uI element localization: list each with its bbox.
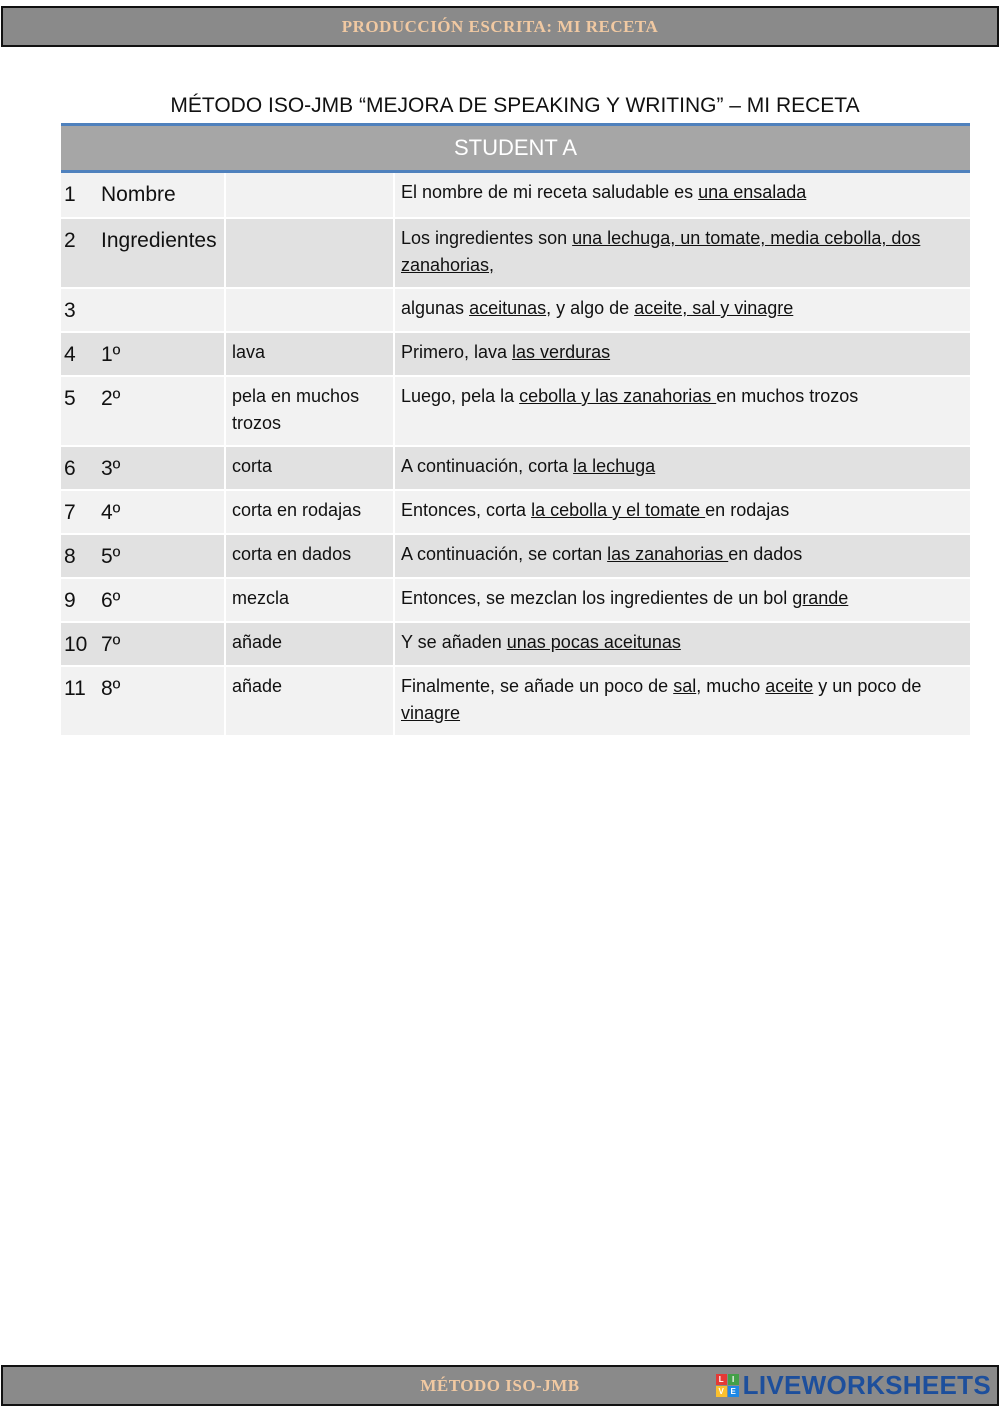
- answer-blank[interactable]: aceite, sal y vinagre: [634, 298, 794, 318]
- table-row: [61, 535, 970, 579]
- header-bar: [1, 6, 999, 47]
- row-verb: añade: [226, 623, 395, 665]
- sentence-text: , y algo de: [546, 298, 635, 318]
- sentence-text: A continuación, corta: [401, 456, 574, 476]
- row-number: 1: [64, 183, 76, 206]
- table-row: [61, 173, 970, 219]
- row-label: 7º: [95, 623, 226, 665]
- row-label: 2º: [95, 377, 226, 445]
- row-label: 4º: [95, 491, 226, 533]
- sentence-text: A continuación, se cortan: [401, 544, 608, 564]
- row-number: 3: [64, 299, 76, 322]
- row-label: Nombre: [95, 173, 226, 217]
- row-verb: [226, 289, 395, 331]
- answer-blank[interactable]: la lechuga: [573, 456, 656, 476]
- row-label: 6º: [95, 579, 226, 621]
- sentence-text: Los ingredientes son: [401, 228, 573, 248]
- recipe-table: [61, 123, 970, 737]
- answer-blank[interactable]: sal: [673, 676, 697, 696]
- liveworksheets-logo[interactable]: [716, 1370, 991, 1401]
- answer-blank[interactable]: vinagre: [401, 703, 461, 723]
- table-row: [61, 579, 970, 623]
- table-row: [61, 667, 970, 737]
- answer-blank[interactable]: grande: [792, 588, 849, 608]
- sentence-text: Entonces, corta: [401, 500, 532, 520]
- table-row: [61, 623, 970, 667]
- row-label: 3º: [95, 447, 226, 489]
- answer-blank[interactable]: aceitunas: [469, 298, 547, 318]
- row-sentence: [395, 623, 970, 665]
- sentence-text: , mucho: [696, 676, 766, 696]
- row-sentence: [395, 535, 970, 577]
- row-number: 9: [64, 589, 76, 612]
- recipe-rows: [61, 173, 970, 737]
- row-number: 4: [64, 343, 76, 366]
- row-label: 8º: [95, 667, 226, 735]
- footer-bar: [1, 1365, 999, 1406]
- row-verb: mezcla: [226, 579, 395, 621]
- sentence-text: y un poco de: [813, 676, 922, 696]
- row-label: 1º: [95, 333, 226, 375]
- row-verb: lava: [226, 333, 395, 375]
- sentence-text: en rodajas: [705, 500, 790, 520]
- row-verb: añade: [226, 667, 395, 735]
- table-row: [61, 289, 970, 333]
- header-title: PRODUCCIÓN ESCRITA: MI RECETA: [341, 16, 659, 36]
- answer-blank[interactable]: las verduras: [512, 342, 611, 362]
- row-verb: [226, 173, 395, 217]
- row-verb: pela en muchos trozos: [226, 377, 395, 445]
- row-number: 8: [64, 545, 76, 568]
- table-row: [61, 377, 970, 447]
- sentence-text: Entonces, se mezclan los ingredientes de un bol: [401, 588, 793, 608]
- row-verb: [226, 219, 395, 287]
- answer-blank[interactable]: una ensalada: [698, 182, 807, 202]
- logo-square: L: [716, 1374, 727, 1385]
- row-label: Ingredientes: [95, 219, 226, 287]
- row-sentence: [395, 333, 970, 375]
- row-verb: corta: [226, 447, 395, 489]
- table-row: [61, 447, 970, 491]
- logo-text: LIVEWORKSHEETS: [742, 1370, 991, 1400]
- logo-square: E: [728, 1386, 739, 1397]
- sentence-text: Luego, pela la: [401, 386, 520, 406]
- student-label: STUDENT A: [61, 123, 970, 173]
- footer-text: MÉTODO ISO-JMB: [420, 1376, 580, 1395]
- row-number: 5: [64, 387, 76, 410]
- sentence-text: Finalmente, se añade un poco de: [401, 676, 674, 696]
- answer-blank[interactable]: unas pocas aceitunas: [506, 632, 681, 652]
- sentence-text: Y se añaden: [401, 632, 507, 652]
- row-verb: corta en dados: [226, 535, 395, 577]
- answer-blank[interactable]: cebolla y las zanahorias: [519, 386, 717, 406]
- sentence-text: en muchos trozos: [716, 386, 859, 406]
- document-title: MÉTODO ISO-JMB “MEJORA DE SPEAKING Y WRITING” – MI RECETA: [170, 94, 860, 117]
- row-sentence: [395, 447, 970, 489]
- answer-blank[interactable]: aceite: [765, 676, 814, 696]
- table-row: [61, 333, 970, 377]
- row-number: 6: [64, 457, 76, 480]
- row-number: 2: [64, 229, 76, 252]
- answer-blank[interactable]: la cebolla y el tomate: [531, 500, 706, 520]
- row-label: 5º: [95, 535, 226, 577]
- sentence-text: en dados: [728, 544, 803, 564]
- table-row: [61, 491, 970, 535]
- row-verb: corta en rodajas: [226, 491, 395, 533]
- row-sentence: [395, 219, 970, 287]
- row-sentence: [395, 667, 970, 735]
- liveworksheets-icon: [716, 1374, 739, 1397]
- row-sentence: [395, 173, 970, 217]
- row-sentence: [395, 579, 970, 621]
- sentence-text: El nombre de mi receta saludable es: [401, 182, 699, 202]
- answer-blank[interactable]: una lechuga, un tomate, media cebolla, dos zanahorias,: [401, 228, 921, 275]
- sentence-text: algunas: [401, 298, 470, 318]
- sentence-text: Primero, lava: [401, 342, 513, 362]
- answer-blank[interactable]: las zanahorias: [607, 544, 729, 564]
- row-label: [95, 289, 226, 331]
- logo-square: I: [728, 1374, 739, 1385]
- row-sentence: [395, 377, 970, 445]
- row-number: 10: [64, 633, 88, 656]
- row-sentence: [395, 491, 970, 533]
- row-sentence: [395, 289, 970, 331]
- logo-square: V: [716, 1386, 727, 1397]
- table-row: [61, 219, 970, 289]
- row-number: 11: [64, 677, 86, 700]
- row-number: 7: [64, 501, 76, 524]
